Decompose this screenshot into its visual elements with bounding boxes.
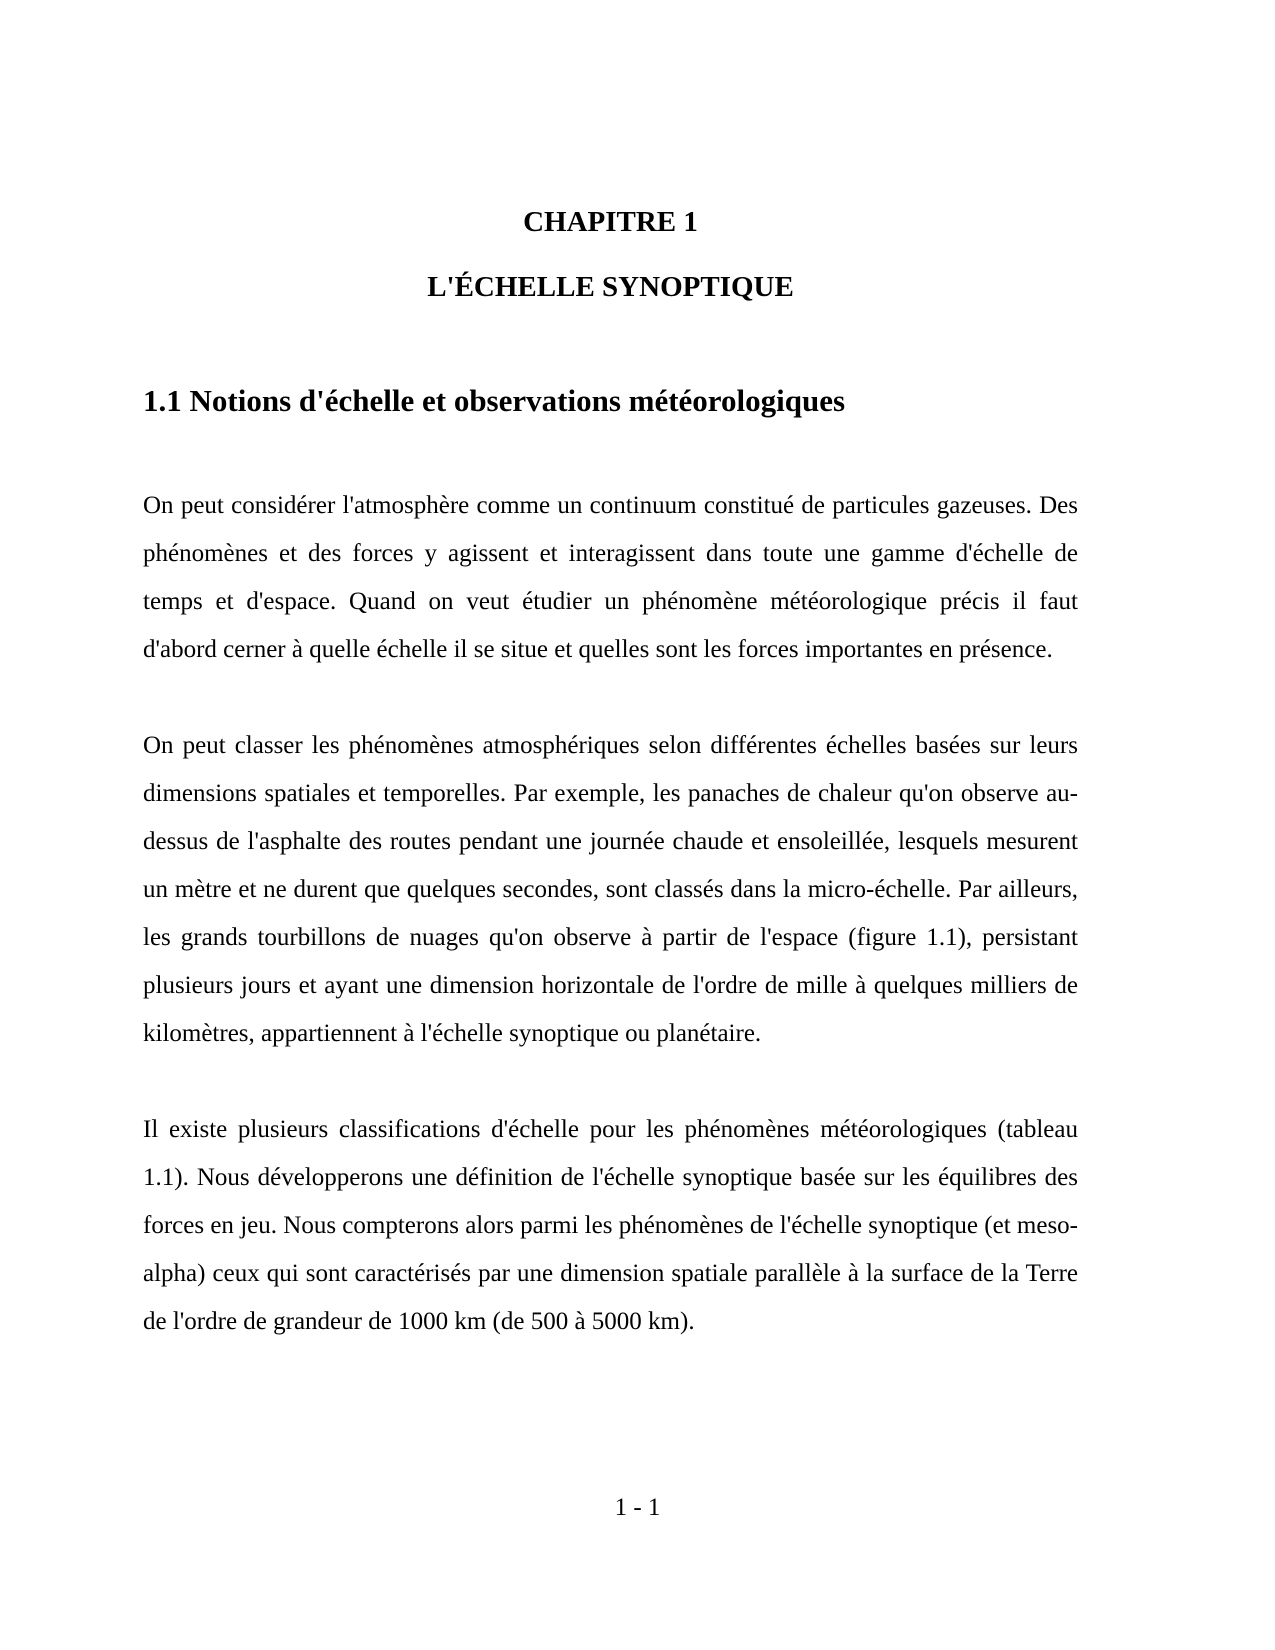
- paragraph-1: On peut considérer l'atmosphère comme un continuum constitué de particules gazeuses. Des phénomènes et des forces y agissent et interagissent dans toute une gamme d'échelle de temps et d'espace. Quand on veut étudier un phénomène météorologique précis il faut d'abord cerner à quelle échelle il se situe et quelles sont les forces importantes en présence.: [143, 492, 1078, 663]
- paragraph-2: On peut classer les phénomènes atmosphériques selon différentes échelles basées sur leurs dimensions spatiales et temporelles. Par exemple, les panaches de chaleur qu'on observe au-dessus de l'asphalte des routes pendant une journée chaude et ensoleillée, lesquels mesurent un mètre et ne durent que quelques secondes, sont classés dans la micro-échelle. Par ailleurs, les grands tourbillons de nuages qu'on observe à partir de l'espace (figure 1.1), persistant plusieurs jours et ayant une dimension horizontale de l'ordre de mille à quelques milliers de kilomètres, appartiennent à l'échelle synoptique ou planétaire.: [143, 732, 1078, 1047]
- paragraph-3: Il existe plusieurs classifications d'échelle pour les phénomènes météorologiques (tableau 1.1). Nous développerons une définition de l'échelle synoptique basée sur les équilibres des forces en jeu. Nous compterons alors parmi les phénomènes de l'échelle synoptique (et meso-alpha) ceux qui sont caractérisés par une dimension spatiale parallèle à la surface de la Terre de l'ordre de grandeur de 1000 km (de 500 à 5000 km).: [143, 1116, 1078, 1335]
- chapter-subtitle: L'ÉCHELLE SYNOPTIQUE: [427, 271, 794, 303]
- chapter-title: CHAPITRE 1: [523, 206, 698, 238]
- section-heading: 1.1 Notions d'échelle et observations météorologiques: [143, 383, 846, 418]
- page-number: 1 - 1: [614, 1494, 661, 1521]
